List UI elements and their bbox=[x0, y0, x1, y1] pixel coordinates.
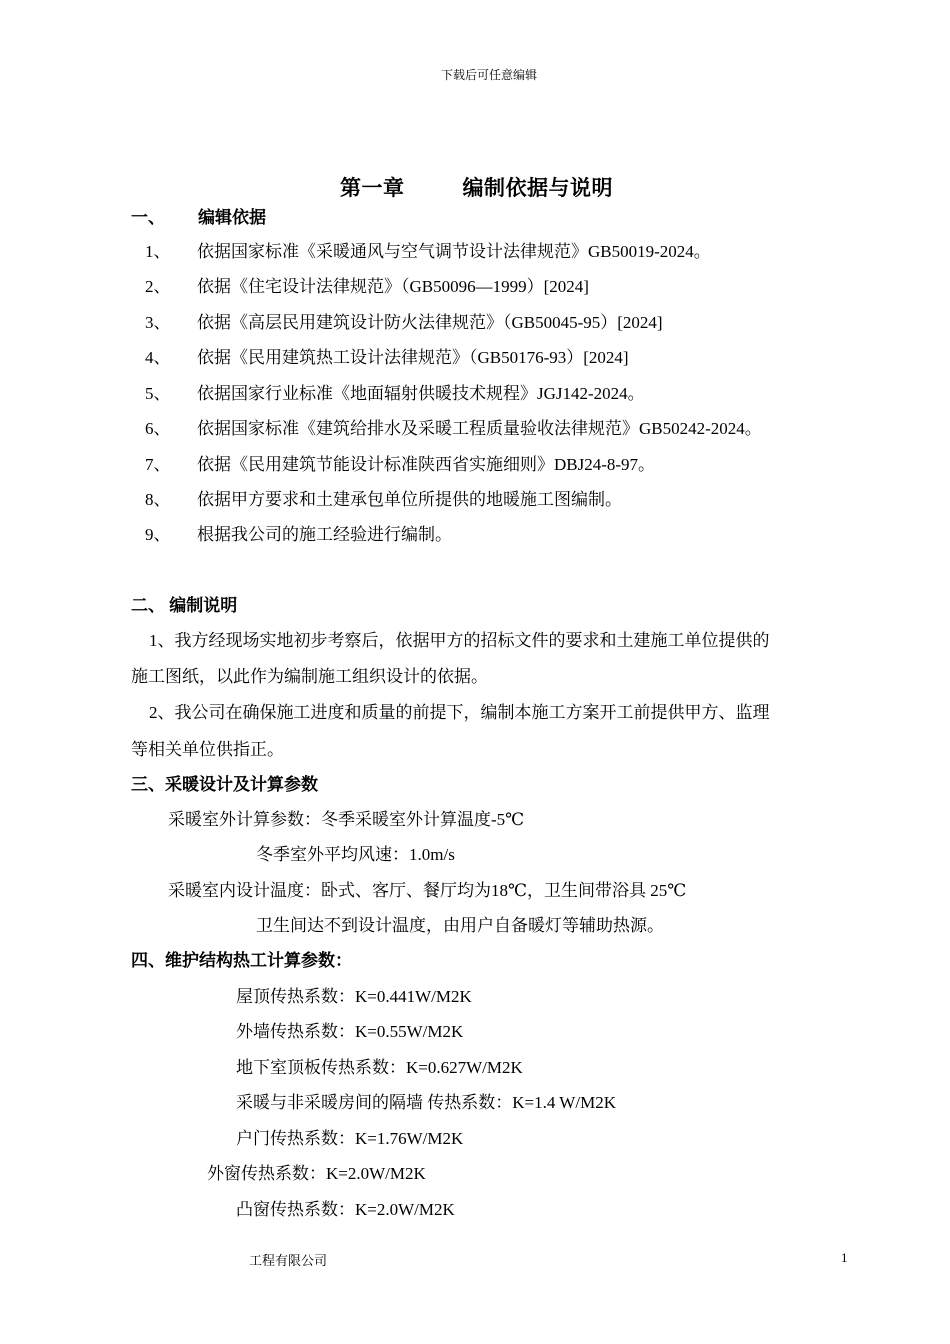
section4-heading: 四、维护结构热工计算参数： bbox=[131, 951, 352, 970]
section1-number: 一、 bbox=[131, 208, 165, 227]
basis-item-text: 依据《民用建筑节能设计标准陕西省实施细则》DBJ24-8-97。 bbox=[197, 455, 656, 474]
basis-item-number: 1、 bbox=[145, 242, 171, 261]
basis-item-text: 依据国家标准《采暖通风与空气调节设计法律规范》GB50019-2024。 bbox=[197, 242, 711, 261]
basis-item-number: 6、 bbox=[145, 419, 171, 438]
coefficient-roof: 屋顶传热系数：K=0.441W/M2K bbox=[236, 987, 472, 1006]
basis-item-text: 依据《民用建筑热工设计法律规范》（GB50176-93）[2024] bbox=[197, 348, 629, 367]
basis-item-number: 9、 bbox=[145, 525, 171, 544]
coefficient-exterior-wall: 外墙传热系数：K=0.55W/M2K bbox=[236, 1022, 464, 1041]
basis-item-2 bbox=[145, 272, 589, 297]
basis-item-text: 依据国家行业标准《地面辐射供暖技术规程》JGJ142-2024。 bbox=[197, 384, 645, 403]
section3-indoor-temp: 采暖室内设计温度：卧式、客厅、餐厅均为18℃，卫生间带浴具 25℃ bbox=[168, 881, 687, 900]
basis-item-number: 3、 bbox=[145, 313, 171, 332]
basis-item-6 bbox=[145, 414, 762, 439]
coefficient-entrance-door: 户门传热系数：K=1.76W/M2K bbox=[236, 1129, 464, 1148]
page-header-note: 下载后可任意编辑 bbox=[440, 68, 537, 82]
basis-item-number: 8、 bbox=[145, 490, 171, 509]
page-number: 1 bbox=[841, 1250, 848, 1265]
basis-item-text: 依据《住宅设计法律规范》（GB50096—1999）[2024] bbox=[197, 277, 589, 296]
section1-title: 编辑依据 bbox=[198, 208, 266, 227]
basis-item-number: 4、 bbox=[145, 348, 171, 367]
coefficient-partition-wall: 采暖与非采暖房间的隔墙 传热系数：K=1.4 W/M2K bbox=[236, 1093, 616, 1112]
section2-paragraph2-line1: 2、我公司在确保施工进度和质量的前提下，编制本施工方案开工前提供甲方、监理 bbox=[149, 703, 770, 722]
basis-item-text: 根据我公司的施工经验进行编制。 bbox=[197, 525, 452, 544]
basis-item-text: 依据《高层民用建筑设计防火法律规范》（GB50045-95）[2024] bbox=[197, 313, 663, 332]
footer-company: 工程有限公司 bbox=[249, 1253, 328, 1268]
section3-bathroom-note: 卫生间达不到设计温度，由用户自备暖灯等辅助热源。 bbox=[256, 916, 664, 935]
basis-item-7 bbox=[145, 450, 655, 475]
coefficient-exterior-window: 外窗传热系数：K=2.0W/M2K bbox=[207, 1164, 426, 1183]
section1-heading bbox=[131, 203, 266, 228]
basis-item-text: 依据国家标准《建筑给排水及采暖工程质量验收法律规范》GB50242-2024。 bbox=[197, 419, 762, 438]
basis-item-3 bbox=[145, 308, 663, 333]
basis-item-1 bbox=[145, 237, 711, 262]
basis-item-9 bbox=[145, 520, 452, 545]
section2-paragraph1-line1: 1、我方经现场实地初步考察后，依据甲方的招标文件的要求和土建施工单位提供的 bbox=[149, 631, 770, 650]
basis-item-5 bbox=[145, 379, 645, 404]
basis-item-number: 2、 bbox=[145, 277, 171, 296]
section3-heading: 三、采暖设计及计算参数 bbox=[131, 775, 318, 794]
chapter-label: 第一章 bbox=[340, 176, 405, 200]
basis-item-8 bbox=[145, 485, 622, 510]
section3-outdoor-temp: 采暖室外计算参数：冬季采暖室外计算温度-5℃ bbox=[168, 810, 525, 829]
chapter-title: 编制依据与说明 bbox=[462, 176, 613, 200]
basis-item-4 bbox=[145, 343, 629, 368]
coefficient-basement-ceiling: 地下室顶板传热系数：K=0.627W/M2K bbox=[236, 1058, 523, 1077]
basis-item-text: 依据甲方要求和土建承包单位所提供的地暖施工图编制。 bbox=[197, 490, 622, 509]
section2-paragraph1-line2: 施工图纸，以此作为编制施工组织设计的依据。 bbox=[131, 667, 488, 686]
chapter-heading bbox=[340, 172, 613, 202]
section2-heading: 二、 编制说明 bbox=[131, 596, 238, 615]
basis-item-number: 5、 bbox=[145, 384, 171, 403]
coefficient-bay-window: 凸窗传热系数：K=2.0W/M2K bbox=[236, 1200, 455, 1219]
section3-wind-speed: 冬季室外平均风速：1.0m/s bbox=[256, 845, 455, 864]
section2-paragraph2-line2: 等相关单位供指正。 bbox=[131, 740, 284, 759]
basis-item-number: 7、 bbox=[145, 455, 171, 474]
